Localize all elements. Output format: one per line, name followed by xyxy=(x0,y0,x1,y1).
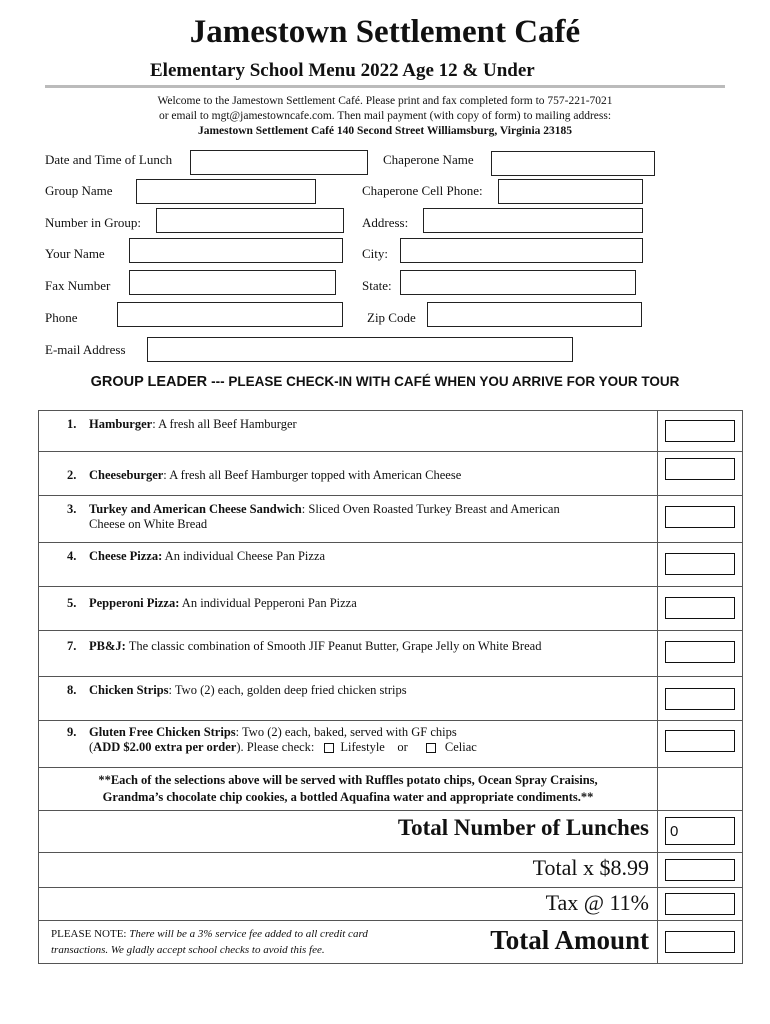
intro-text xyxy=(0,94,770,139)
menu-row: 4. Cheese Pizza: An individual Cheese Pan Pizza xyxy=(39,543,743,587)
credit-card-note: PLEASE NOTE: There will be a 3% service fee added to all credit card transactions. We gladly accept school checks to avoid this fee. xyxy=(51,928,368,956)
fax-number-label: Fax Number xyxy=(45,278,111,293)
group-leader-label: GROUP LEADER xyxy=(90,374,212,390)
item-description: An individual Pepperoni Pan Pizza xyxy=(179,596,357,610)
chaperone-name-label: Chaperone Name xyxy=(383,152,474,167)
item-name: PB&J: xyxy=(89,639,126,653)
item-name: Turkey and American Cheese Sandwich xyxy=(89,502,302,516)
date-time-label: Date and Time of Lunch xyxy=(45,152,173,167)
item-description: : Two (2) each, baked, served with GF chips xyxy=(235,725,457,739)
cheeseburger-qty-input[interactable] xyxy=(665,458,735,480)
item-name: Hamburger xyxy=(89,417,153,431)
chaperone-cell-input[interactable] xyxy=(498,179,643,204)
menu-row: 1. Hamburger: A fresh all Beef Hamburger xyxy=(39,411,743,452)
item-description: : A fresh all Beef Hamburger xyxy=(152,417,297,431)
item-name: Gluten Free Chicken Strips xyxy=(89,725,236,739)
total-lunches-input[interactable]: 0 xyxy=(665,817,735,845)
group-leader-notice xyxy=(0,374,770,390)
check-in-instruction: --- PLEASE CHECK-IN WITH CAFÉ WHEN YOU ARRIVE FOR YOUR TOUR xyxy=(211,374,680,389)
total-amount-input[interactable] xyxy=(665,931,735,953)
group-name-label: Group Name xyxy=(45,183,113,198)
intro-address: Jamestown Settlement Café 140 Second Street Williamsburg, Virginia 23185 xyxy=(197,125,573,137)
zip-code-label: Zip Code xyxy=(367,310,416,325)
menu-row: 2. Cheeseburger: A fresh all Beef Hamburger topped with American Cheese xyxy=(39,452,743,496)
item-name: Pepperoni Pizza: xyxy=(89,596,180,610)
gluten-free-qty-input[interactable] xyxy=(665,730,735,752)
city-input[interactable] xyxy=(400,238,643,263)
cheese-pizza-qty-input[interactable] xyxy=(665,553,735,575)
chicken-strips-qty-input[interactable] xyxy=(665,688,735,710)
item-name: Cheeseburger xyxy=(89,468,164,482)
tax-input[interactable] xyxy=(665,893,735,915)
chaperone-cell-label: Chaperone Cell Phone: xyxy=(362,183,483,198)
item-description: An individual Cheese Pan Pizza xyxy=(162,549,326,563)
item-description-cont: Cheese on White Bread xyxy=(89,517,208,531)
state-input[interactable] xyxy=(400,270,636,295)
item-description: The classic combination of Smooth JIF Peanut Butter, Grape Jelly on White Bread xyxy=(125,639,542,653)
your-name-input[interactable] xyxy=(129,238,343,263)
city-label: City: xyxy=(362,246,389,261)
group-name-input[interactable] xyxy=(136,179,316,204)
number-in-group-label: Number in Group: xyxy=(45,215,142,230)
lifestyle-option-label: Lifestyle xyxy=(340,740,385,754)
turkey-sandwich-qty-input[interactable] xyxy=(665,506,735,528)
lifestyle-checkbox[interactable] xyxy=(324,743,334,753)
tax-label: Tax @ 11% xyxy=(545,890,649,915)
form-subtitle: Elementary School Menu 2022 Age 12 & Under xyxy=(150,60,535,81)
tax-row xyxy=(39,888,743,921)
item-description: : A fresh all Beef Hamburger topped with American Cheese xyxy=(163,468,462,482)
total-lunches-row xyxy=(39,811,743,853)
address-input[interactable] xyxy=(423,208,643,233)
zip-code-input[interactable] xyxy=(427,302,642,327)
state-label: State: xyxy=(362,278,392,293)
gluten-free-options: (ADD $2.00 extra per order). Please check: Lifestyle or Celiac xyxy=(89,740,477,754)
total-amount-label: Total Amount xyxy=(490,925,649,955)
email-label: E-mail Address xyxy=(45,342,126,357)
celiac-checkbox[interactable] xyxy=(426,743,436,753)
intro-line-2: or email to mgt@jamestowncafe.com. Then mail payment (with copy of form) to mailing address: xyxy=(158,110,612,122)
total-amount-row xyxy=(39,921,743,964)
total-lunches-label: Total Number of Lunches xyxy=(397,815,649,840)
item-name: Cheese Pizza: xyxy=(89,549,163,563)
total-price-input[interactable] xyxy=(665,859,735,881)
item-description: : Two (2) each, golden deep fried chicken strips xyxy=(168,683,407,697)
menu-row: 9. Gluten Free Chicken Strips: Two (2) each, baked, served with GF chips (ADD $2.00 extra per order). Please check: Lifestyle or Celiac xyxy=(39,721,743,768)
pbj-qty-input[interactable] xyxy=(665,641,735,663)
header-divider xyxy=(45,85,725,88)
number-in-group-input[interactable] xyxy=(156,208,344,233)
intro-line-1: Welcome to the Jamestown Settlement Café. Please print and fax completed form to 757-221-7021 xyxy=(157,95,613,107)
chaperone-name-input[interactable] xyxy=(491,151,655,176)
address-label: Address: xyxy=(362,215,409,230)
your-name-label: Your Name xyxy=(45,246,105,261)
fax-number-input[interactable] xyxy=(129,270,336,295)
date-time-input[interactable] xyxy=(190,150,368,175)
pepperoni-pizza-qty-input[interactable] xyxy=(665,597,735,619)
email-input[interactable] xyxy=(147,337,573,362)
menu-note: **Each of the selections above will be served with Ruffles potato chips, Ocean Spray Craisins, Grandma’s chocolate chip cookies, a bottled Aquafina water and appropriate condiments.** xyxy=(39,768,658,811)
total-price-label: Total x $8.99 xyxy=(532,855,649,880)
item-description: : Sliced Oven Roasted Turkey Breast and American xyxy=(301,502,560,516)
total-price-row xyxy=(39,853,743,888)
item-name: Chicken Strips xyxy=(89,683,169,697)
menu-table xyxy=(38,410,743,964)
menu-row: 7. PB&J: The classic combination of Smooth JIF Peanut Butter, Grape Jelly on White Bread xyxy=(39,631,743,677)
form-title: Jamestown Settlement Café xyxy=(189,14,581,50)
menu-row: 3. Turkey and American Cheese Sandwich: Sliced Oven Roasted Turkey Breast and American Cheese on White Bread xyxy=(39,496,743,543)
phone-label: Phone xyxy=(45,310,78,325)
phone-input[interactable] xyxy=(117,302,343,327)
menu-row: 5. Pepperoni Pizza: An individual Pepperoni Pan Pizza xyxy=(39,587,743,631)
menu-note-row xyxy=(39,768,743,811)
celiac-option-label: Celiac xyxy=(444,740,477,754)
menu-row: 8. Chicken Strips: Two (2) each, golden deep fried chicken strips xyxy=(39,677,743,721)
hamburger-qty-input[interactable] xyxy=(665,420,735,442)
